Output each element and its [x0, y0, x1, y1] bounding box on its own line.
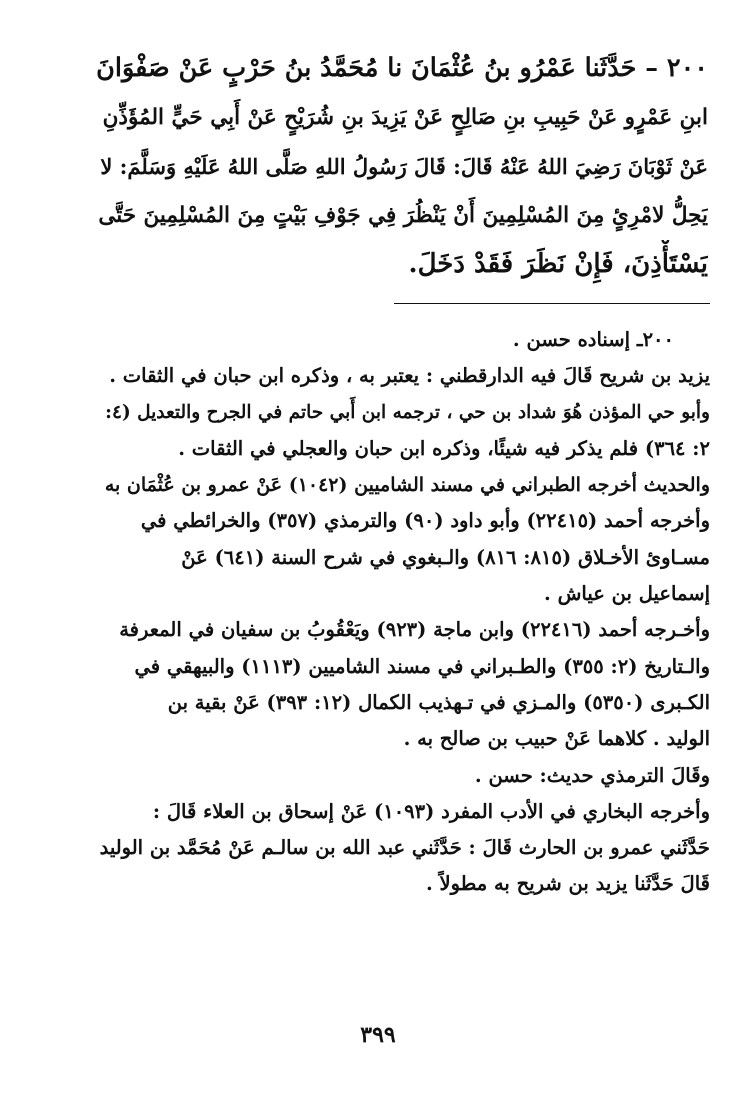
note-line: وقَالَ الترمذي حديث: حسن . [474, 763, 710, 787]
note-line: قَالَ حَدَّثَنا يزيد بن شريح به مطولاً . [425, 872, 710, 896]
note-line: ٢: ٣٦٤) فلم يذكر فيه شيئًا، وذكره ابن حبان والعجلي في الثقات . [178, 436, 710, 460]
footnotes [98, 322, 710, 903]
hadith-line: عَنْ ثَوْبَانَ رَضِيَ اللهُ عَنْهُ قَالَ: قَالَ رَسُولُ اللهِ صَلَّى اللهُ عَلَيْهِ وَسَلَّمَ: لا [100, 154, 708, 179]
hadith-line: يَحِلُّ لامْرِئٍ مِنَ المُسْلِمِينَ أَنْ يَنْظُرَ فِي جَوْفِ بَيْتٍ مِنَ المُسْلِمِينَ حَتَّى [98, 203, 708, 228]
note-line: الوليد . كلاهما عَنْ حبيب بن صالح به . [403, 727, 710, 751]
note-line: والحديث أخرجه الطبراني في مسند الشاميين (١٠٤٢) عَنْ عمرو بن عُثْمَان به [104, 474, 710, 497]
hadith-text [96, 44, 708, 289]
hadith-line: ابنِ عَمْرٍو عَنْ حَبِيبِ بنِ صَالِحٍ عَنْ يَزِيدَ بنِ شُرَيْحٍ عَنْ أَبِي حَيٍّ المُؤَذِّنِ [102, 105, 708, 130]
note-line: وأخرجه البخاري في الأدب المفرد (١٠٩٣) عَنْ إسحاق بن العلاء قَالَ : [152, 799, 710, 823]
page-number: ٣٩٩ [360, 1022, 396, 1048]
note-line: والـتاريخ (٢: ٣٥٥) والطـبراني في مسند الشاميين (١١١٣) والبيهقي في [134, 654, 710, 678]
note-line: ٢٠٠ـ إسناده حسن . [512, 328, 674, 351]
note-line: يزيد بن شريح قَالَ فيه الدارقطني : يعتبر به ، وذكره ابن حبان في الثقات . [109, 364, 710, 388]
note-line: الكـبرى (٥٣٥٠) والمـزي في تـهذيب الكمال (١٢: ٣٩٣) عَنْ بقية بن [167, 690, 710, 714]
note-line: حَدَّثَني عمرو بن الحارث قَالَ : حَدَّثَني عبد الله بن سالـم عَنْ مُحَمَّد بن الوليد [99, 836, 710, 860]
note-line: وأخرجه أحمد (٢٢٤١٥) وأبو داود (٩٠) والترمذي (٣٥٧) والخرائطي في [140, 509, 710, 533]
note-line: وأخـرجه أحمد (٢٢٤١٦) وابن ماجة (٩٢٣) ويَعْقُوبُ بن سفيان في المعرفة [119, 618, 710, 642]
hadith-line: يَسْتَأْذِنَ، فَإِنْ نَظَرَ فَقَدْ دَخَلَ. [408, 249, 708, 279]
footnote-divider [394, 303, 710, 304]
hadith-line: ٢٠٠ – حَدَّثَنا عَمْرُو بنُ عُثْمَانَ نا مُحَمَّدُ بنُ حَرْبٍ عَنْ صَفْوَانَ [96, 53, 708, 83]
note-line: إسماعيل بن عياش . [544, 582, 710, 606]
note-line: وأبو حي المؤذن هُوَ شداد بن حي ، ترجمه ابن أَبي حاتم في الجرح والتعديل (٤: [105, 401, 710, 423]
note-line: مسـاوئ الأخـلاق (٨١٥: ٨١٦) والـبغوي في شرح السنة (٦٤١) عَنْ [181, 545, 710, 569]
